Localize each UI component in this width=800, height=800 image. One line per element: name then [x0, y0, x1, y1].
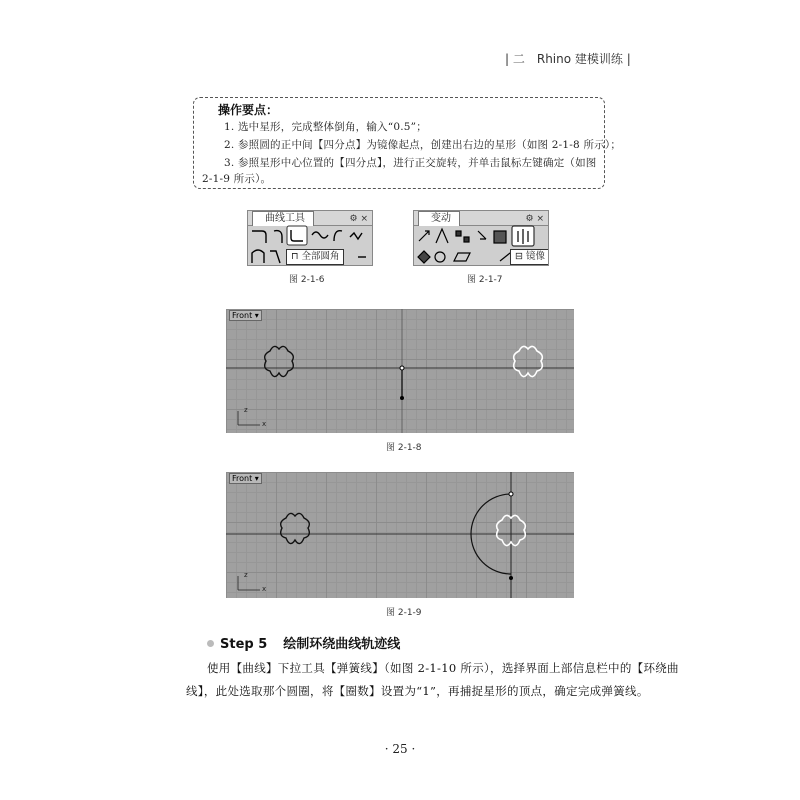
tips-title: 操作要点： [218, 103, 279, 117]
tab-transform[interactable]: 变动 [418, 211, 460, 226]
orient-icon [418, 251, 430, 263]
tips-line: 1. 选中星形，完成整体倒角，输入“0.5”； [224, 121, 427, 133]
fillet-all-popup[interactable] [286, 249, 344, 265]
viewport-canvas [226, 472, 574, 598]
offset-curve-icon [334, 231, 342, 241]
figure-caption: 图 2-1-9 [386, 608, 422, 618]
figure-caption: 图 2-1-6 [289, 275, 325, 285]
fillet-curve-icon [252, 231, 266, 243]
sketch-curve-icon [350, 233, 362, 239]
front-viewport[interactable] [226, 309, 574, 433]
z-axis-label: z [244, 571, 248, 579]
tab-curve-tools[interactable]: 曲线工具 [252, 211, 314, 226]
body-text-line: 使用【曲线】下拉工具【弹簧线】（如图 2-1-10 所示），选择界面上部信息栏中的【环绕曲 [207, 661, 679, 675]
mirror-popup[interactable] [510, 249, 549, 265]
shear-icon [454, 253, 470, 261]
fillet-all-label: 全部圆角 [301, 251, 340, 262]
extend-curve-icon [270, 251, 280, 263]
step-label: Step 5 [220, 637, 268, 652]
viewport-label[interactable]: Front ▾ [229, 473, 262, 484]
x-axis-label: x [262, 585, 267, 593]
step-title: 绘制环绕曲线轨迹线 [283, 637, 401, 652]
mirror-label: 镜像 [525, 251, 545, 262]
page-number: · 25 · [384, 742, 416, 756]
x-axis-label: x [262, 420, 267, 428]
front-viewport[interactable] [226, 472, 574, 598]
box-icon [494, 231, 506, 243]
body-text-line: 线】，此处选取那个圆圈，将【圈数】设置为“1”，再捕捉星形的顶点，确定完成弹簧线。 [186, 684, 649, 698]
scale-icon [436, 229, 448, 243]
connect-curve-icon [312, 232, 328, 238]
fillet-all-icon: ⊓ [291, 251, 302, 262]
tips-line: 2. 参照圆的正中间【四分点】为镜像起点，创建出右边的星形（如图 2-1-8 所示）； [224, 139, 622, 151]
transform-toolbar [413, 210, 549, 266]
toolbar-controls[interactable]: ⚙ × [525, 214, 544, 224]
rotate-icon [435, 252, 445, 262]
z-axis-label: z [244, 406, 248, 414]
toolbar-titlebar [248, 211, 372, 226]
viewport-canvas [226, 309, 574, 433]
tips-line: 3. 参照星形中心位置的【四分点】，进行正交旋转，并单击鼠标左键确定（如图 [224, 157, 597, 169]
blend-curve-icon [274, 231, 282, 243]
copy-icon [478, 231, 486, 239]
left-star-curve [265, 346, 294, 376]
curve-tools-toolbar [247, 210, 373, 266]
move-icon [419, 231, 429, 241]
viewport-label[interactable]: Front ▾ [229, 310, 262, 321]
tips-line: 2-1-9 所示）。 [202, 173, 272, 185]
mirrored-star-curve [514, 346, 543, 376]
running-header: | 二 Rhino 建模训练 | [505, 52, 631, 66]
mirror-start-point [400, 366, 404, 370]
figure-caption: 图 2-1-7 [467, 275, 503, 285]
rotation-start-point [509, 492, 513, 496]
toolbar-titlebar [414, 211, 548, 226]
left-star-curve [281, 513, 310, 543]
rotation-center-point [509, 576, 513, 580]
arc-icon [252, 250, 264, 263]
step-heading [207, 633, 400, 652]
bullet-icon [207, 640, 214, 647]
mirror-small-icon: ⊟ [515, 251, 526, 262]
mirror-end-point [400, 396, 404, 400]
toolbar-controls[interactable]: ⚙ × [349, 214, 368, 224]
figure-caption: 图 2-1-8 [386, 443, 422, 453]
